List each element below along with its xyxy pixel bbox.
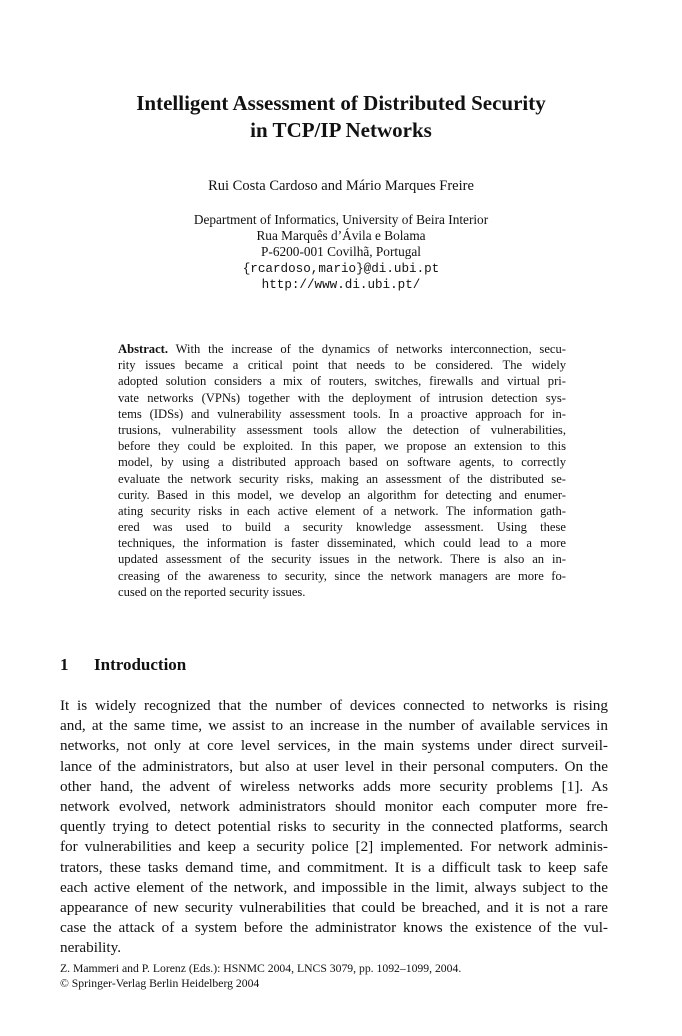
section-number: 1: [60, 655, 69, 674]
abstract-line: curity. Based in this model, we develop an algorithm for detecting and enumer-: [118, 487, 566, 502]
paragraph-line: appearance of new security vulnerabilities that could be breached, and it is not a rare: [60, 898, 608, 916]
abstract-line: trusions, vulnerability assessment tools allow the detection of vulnerabilities,: [118, 422, 566, 437]
paragraph-line: nerability.: [60, 939, 122, 957]
paragraph-line: for vulnerabilities and keep a security police [2] implemented. For network adminis-: [60, 838, 608, 856]
abstract-line: [118, 341, 566, 357]
abstract-label: Abstract.: [118, 342, 169, 356]
paragraph-line: lance of the administrators, but also at user level in their personal computers. On the: [60, 757, 608, 775]
abstract-line: rity issues became a critical point that needs to be considered. The widely: [118, 358, 566, 373]
authors: Rui Costa Cardoso and Mário Marques Freire: [208, 178, 474, 194]
paper-title: [60, 90, 622, 144]
section-heading: [60, 655, 186, 675]
affiliation-email[interactable]: {rcardoso,mario}@di.ubi.pt: [242, 261, 440, 276]
abstract-line: ating security risks in each active element of a network. The information gath-: [118, 503, 566, 518]
abstract-line: creasing of the awareness to security, since the network managers are more fo-: [118, 568, 566, 583]
introduction-paragraph: [60, 696, 608, 958]
abstract-line: ered was used to build a security knowledge assessment. Using these: [118, 520, 566, 535]
abstract-line: evaluate the network security risks, making an assessment of the distributed se-: [118, 471, 566, 486]
paragraph-line: networks, not only at core level services, in the main systems under direct surveil-: [60, 737, 608, 755]
paragraph-line: It is widely recognized that the number of devices connected to networks is rising: [60, 697, 608, 714]
abstract-line: updated assessment of the security issues in the network. There is also an in-: [118, 552, 566, 567]
title-line-1: Intelligent Assessment of Distributed Security: [136, 91, 546, 115]
paragraph-line: other hand, the advent of wireless networks adds more security problems [1]. As: [60, 777, 608, 795]
abstract-line: techniques, the information is faster disseminated, which could lead to a more: [118, 536, 566, 551]
paragraph-line: each active element of the network, and impossible in the limit, always subject to the: [60, 878, 608, 896]
affiliation-street: Rua Marquês d’Ávila e Bolama: [256, 228, 426, 244]
page-footer: [60, 961, 620, 991]
footer-citation: Z. Mammeri and P. Lorenz (Eds.): HSNMC 2004, LNCS 3079, pp. 1092–1099, 2004.: [60, 962, 462, 975]
abstract-line: adopted solution considers a mix of routers, switches, firewalls and virtual pri-: [118, 374, 566, 389]
paragraph-line: quently trying to detect potential risks to security in the connected platforms, search: [60, 818, 608, 836]
affiliation: [60, 212, 622, 293]
title-line-2: in TCP/IP Networks: [250, 118, 432, 142]
abstract-line: model, by using a distributed approach based on software agents, to correctly: [118, 455, 566, 470]
abstract-line: vate networks (VPNs) together with the deployment of intrusion detection sys-: [118, 390, 566, 405]
affiliation-city: P-6200-001 Covilhã, Portugal: [261, 244, 421, 260]
affiliation-url[interactable]: http://www.di.ubi.pt/: [261, 277, 421, 292]
abstract-line: tems (IDSs) and vulnerability assessment tools. In a proactive approach for in-: [118, 406, 566, 421]
abstract-line-text: With the increase of the dynamics of networks interconnection, secu-: [168, 342, 566, 356]
paragraph-line: case the attack of a system before the administrator knows the existence of the vul-: [60, 919, 608, 937]
paragraph-line: trators, these tasks demand time, and commitment. It is a difficult task to keep safe: [60, 858, 608, 876]
abstract-line: cused on the reported security issues.: [118, 584, 306, 599]
affiliation-department: Department of Informatics, University of Beira Interior: [193, 212, 489, 227]
abstract-line: before they could be exploited. In this paper, we propose an extension to this: [118, 439, 566, 454]
section-title: Introduction: [94, 655, 187, 674]
footer-copyright: © Springer-Verlag Berlin Heidelberg 2004: [60, 977, 260, 990]
paragraph-line: network evolved, network administrators should monitor each computer more fre-: [60, 797, 608, 815]
abstract: [118, 341, 566, 600]
paragraph-line: and, at the same time, we assist to an increase in the number of available services in: [60, 717, 608, 735]
